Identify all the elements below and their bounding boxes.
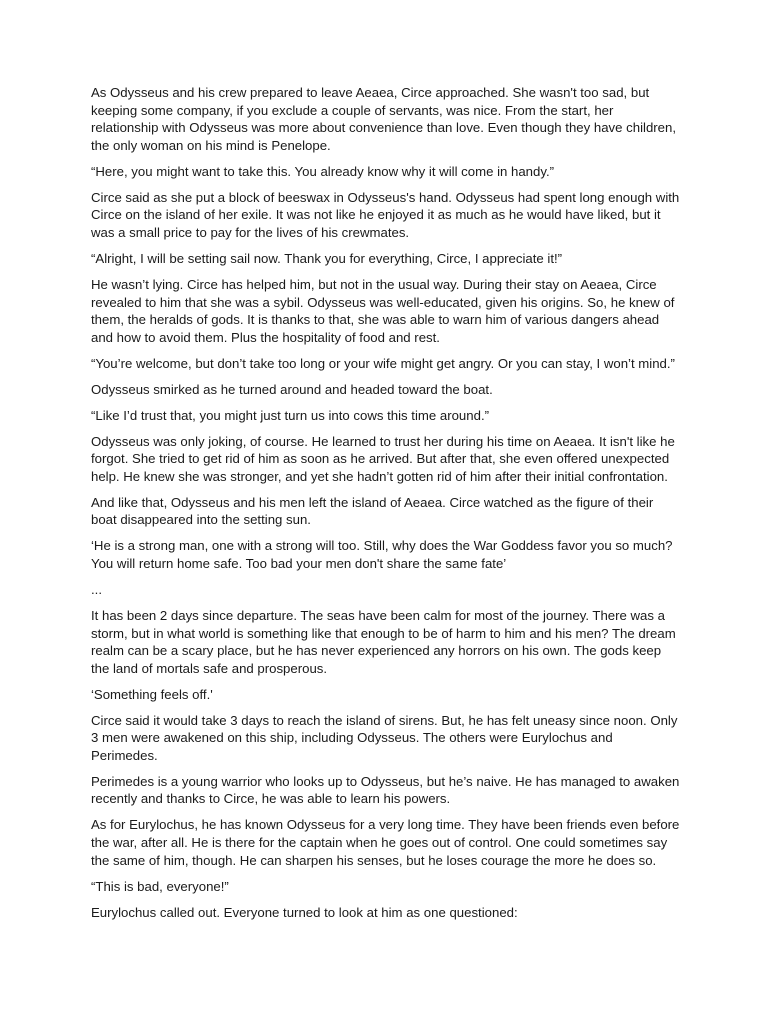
paragraph: As for Eurylochus, he has known Odysseus for a very long time. They have been friends even before the war, after all. He is there for the captain when he goes out of control. One could sometimes say the same of him, though. He can sharpen his senses, but he loses courage the more he does so. [91, 817, 680, 868]
scene-break: ... [91, 581, 102, 597]
paragraph: “Alright, I will be setting sail now. Thank you for everything, Circe, I appreciate it!” [91, 250, 563, 266]
paragraph: Odysseus was only joking, of course. He learned to trust her during his time on Aeaea. It isn't like he forgot. She tried to get rid of him as soon as he arrived. But after that, she even offered unexpected help. He knew she was stronger, and yet she hadn’t gotten rid of him after their initial confrontation. [91, 433, 675, 484]
paragraph: Eurylochus called out. Everyone turned to look at him as one questioned: [91, 904, 518, 920]
paragraph: It has been 2 days since departure. The seas have been calm for most of the journey. There was a storm, but in what world is something like that enough to be of harm to him and his men? The dream realm can be a scary place, but he has never experienced any horrors on his own. The gods keep the land of mortals safe and prosperous. [91, 607, 676, 676]
paragraph: Perimedes is a young warrior who looks up to Odysseus, but he’s naive. He has managed to awaken recently and thanks to Circe, he was able to learn his powers. [91, 773, 680, 807]
paragraph: “Here, you might want to take this. You already know why it will come in handy.” [91, 163, 555, 179]
paragraph: ‘Something feels off.' [91, 686, 213, 702]
paragraph: Odysseus smirked as he turned around and headed toward the boat. [91, 381, 493, 397]
paragraph: Circe said it would take 3 days to reach the island of sirens. But, he has felt uneasy since noon. Only 3 men were awakened on this ship, including Odysseus. The others were Eurylochus and Perimedes. [91, 712, 678, 763]
paragraph: As Odysseus and his crew prepared to leave Aeaea, Circe approached. She wasn't too sad, but keeping some company, if you exclude a couple of servants, was nice. From the start, her relationship with Odysseus was more about convenience than love. Even though they have children, the only woman on his mind is Penelope. [91, 85, 676, 153]
paragraph: He wasn’t lying. Circe has helped him, but not in the usual way. During their stay on Aeaea, Circe revealed to him that she was a sybil. Odysseus was well-educated, given his origins. So, he knew of them, the heralds of gods. It is thanks to that, she was able to warn him of various dangers ahead and how to avoid them. Plus the hospitality of food and rest. [91, 276, 675, 345]
paragraph: “This is bad, everyone!” [91, 878, 229, 894]
paragraph: “Like I’d trust that, you might just turn us into cows this time around.” [91, 407, 489, 423]
paragraph: ‘He is a strong man, one with a strong will too. Still, why does the War Goddess favor you so much? You will return home safe. Too bad your men don't share the same fate’ [91, 538, 673, 571]
paragraph: “You’re welcome, but don’t take too long or your wife might get angry. Or you can stay, I won’t mind.” [91, 355, 675, 371]
document-body [91, 84, 681, 930]
paragraph: And like that, Odysseus and his men left the island of Aeaea. Circe watched as the figure of their boat disappeared into the setting sun. [91, 494, 654, 528]
paragraph: Circe said as she put a block of beeswax in Odysseus's hand. Odysseus had spent long enough with Circe on the island of her exile. It was not like he enjoyed it as much as he would have liked, but it was a small price to pay for the lives of his crewmates. [91, 189, 680, 240]
